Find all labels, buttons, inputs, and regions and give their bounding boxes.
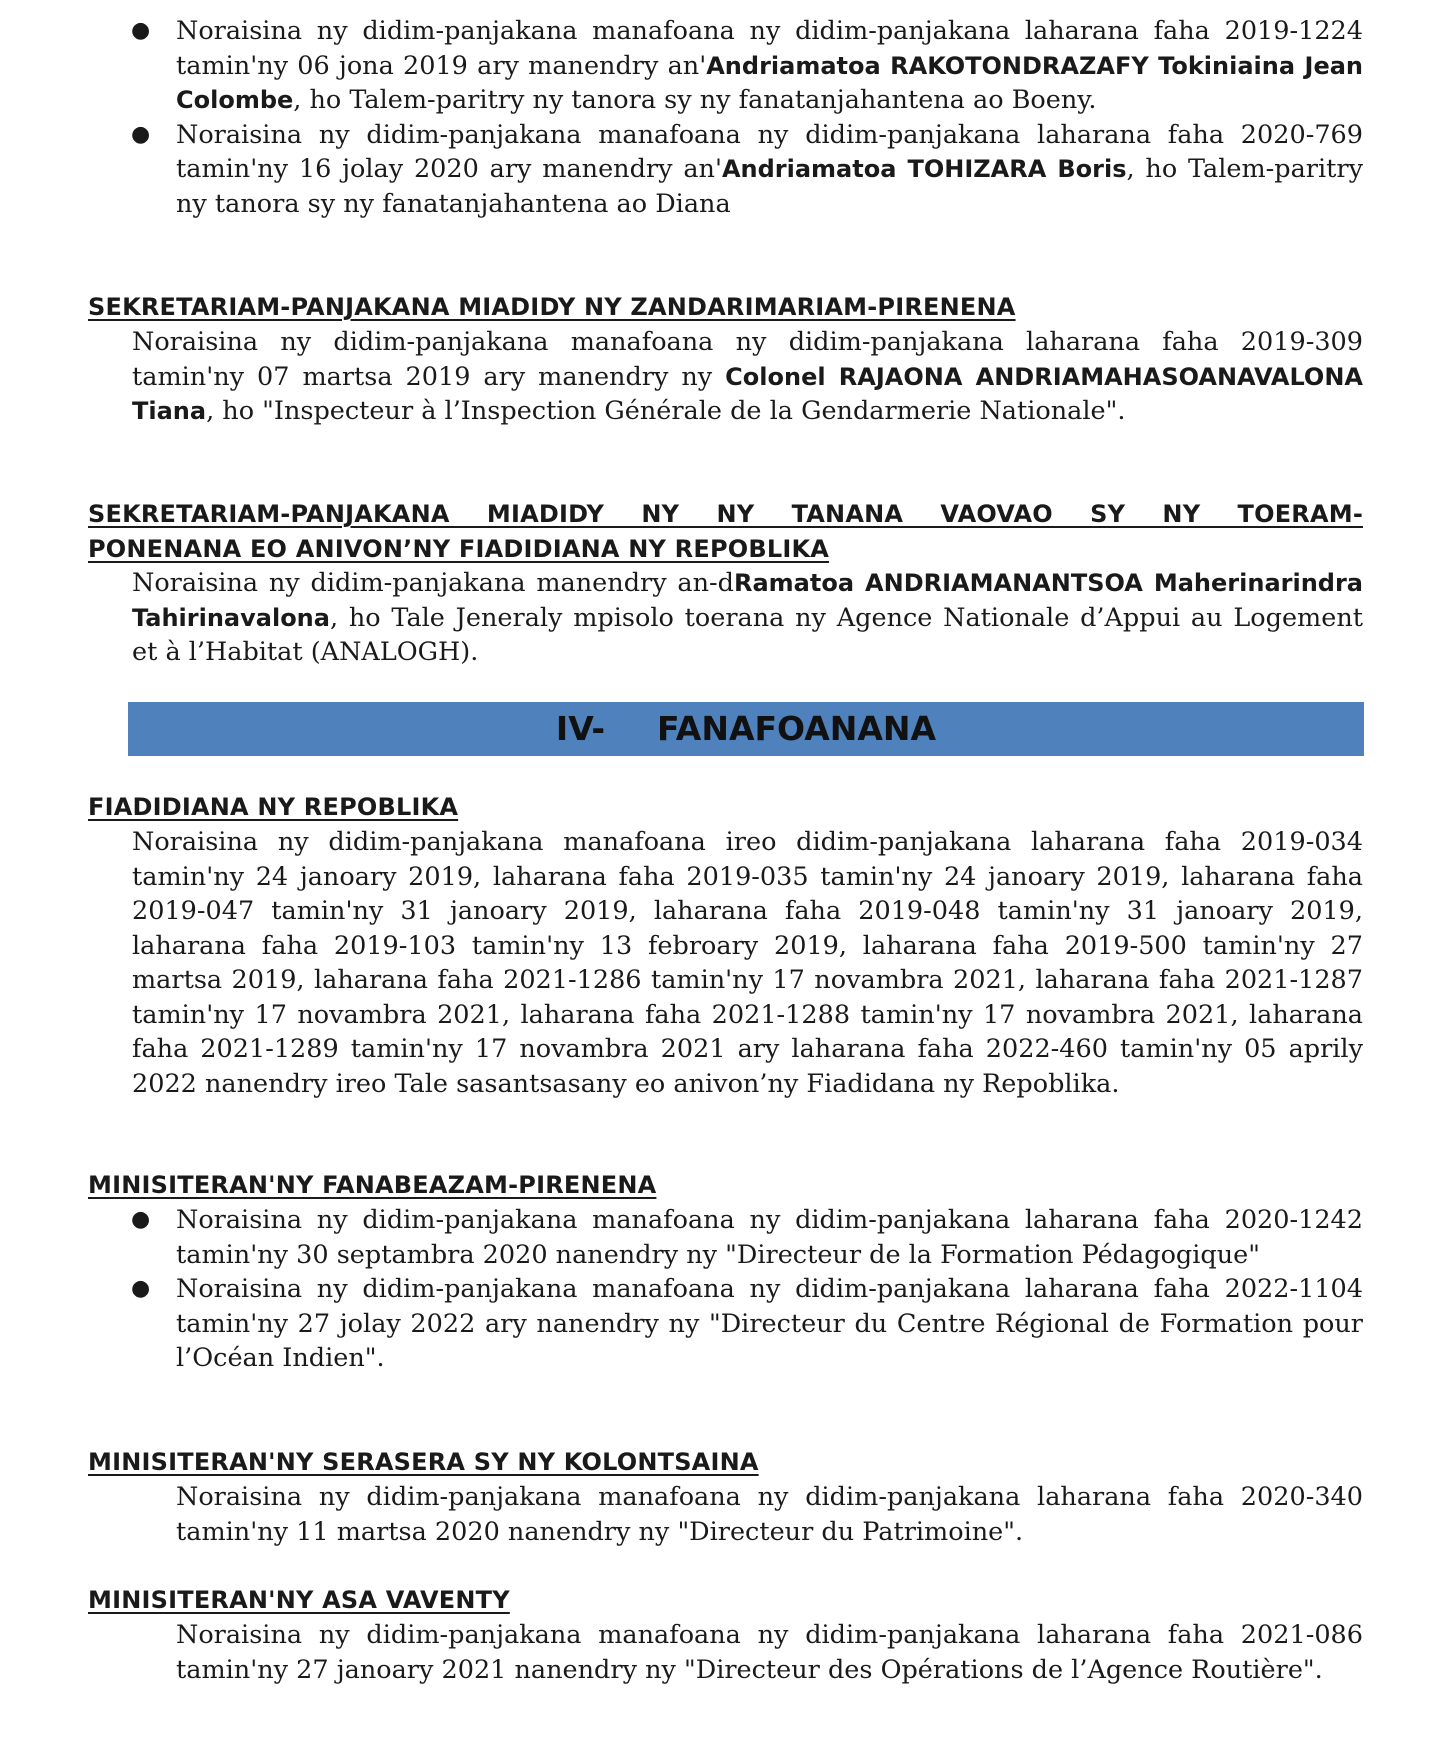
top-bullet-list [131,14,1364,221]
section-heading-gendarmerie: SEKRETARIAM-PANJAKANA MIADIDY NY ZANDARIMARIAM-PIRENENA [88,293,1016,321]
paragraph-fiadidiana: Noraisina ny didim-panjakana manafoana ireo didim-panjakana laharana faha 2019-034 tamin'ny 24 janoary 2019, laharana faha 2019-035 tamin'ny 24 janoary 2019, laharana faha 2019-047 tamin'ny 31 janoary 2019, laharana faha 2019-048 tamin'ny 31 janoary 2019, laharana faha 2019-103 tamin'ny 13 febroary 2019, laharana faha 2019-500 tamin'ny 27 martsa 2019, laharana faha 2021-1286 tamin'ny 17 novambra 2021, laharana faha 2021-1287 tamin'ny 17 novambra 2021, laharana faha 2021-1288 tamin'ny 17 novambra 2021, laharana faha 2021-1289 tamin'ny 17 novambra 2021 ary laharana faha 2022-460 tamin'ny 05 aprily 2022 nanendry ireo Tale sasantsasany eo anivon’ny Fiadidana ny Repoblika. [132,827,1363,1099]
section-heading-fanabeazana: MINISITERAN'NY FANABEAZAM-PIRENENA [88,1171,657,1199]
bullet-icon: ● [131,1207,151,1232]
section-heading-fiadidiana: FIADIDIANA NY REPOBLIKA [88,793,459,821]
bullet-icon: ● [131,1276,151,1301]
bullet-icon: ● [131,18,151,43]
list-item: ● Noraisina ny didim-panjakana manafoana ny didim-panjakana laharana faha 2020-769 tamin'ny 16 jolay 2020 ary manendry an'Andriamatoa TOHIZARA Boris, ho Talem-paritry ny tanora sy ny fanatanjahantena ao Diana [131,119,1363,219]
section-heading-tanana: SEKRETARIAM-PANJAKANA MIADIDY NY NY TANANA VAOVAO SY NY TOERAM- PONENANA EO ANIVON’NY FIADIDIANA NY REPOBLIKA [88,500,1363,563]
paragraph-tanana: Noraisina ny didim-panjakana manendry an-dRamatoa ANDRIAMANANTSOA Maherinarindra Tahirinavalona, ho Tale Jeneraly mpisolo toerana ny Agence Nationale d’Appui au Logement et à l’Habitat (ANALOGH). [132,568,1364,667]
section-heading-asa-vaventy: MINISITERAN'NY ASA VAVENTY [88,1586,510,1614]
banner-number: IV- [555,708,606,748]
paragraph-gendarmerie: Noraisina ny didim-panjakana manafoana ny didim-panjakana laharana faha 2019-309 tamin'ny 07 martsa 2019 ary manendry ny Colonel RAJAONA ANDRIAMAHASOANAVALONA Tiana, ho "Inspecteur à l’Inspection Générale de la Gendarmerie Nationale". [132,327,1363,426]
list-item: ● Noraisina ny didim-panjakana manafoana ny didim-panjakana laharana faha 2019-1224 tamin'ny 06 jona 2019 ary manendry an'Andriamatoa RAKOTONDRAZAFY Tokiniaina Jean Colombe, ho Talem-paritry ny tanora sy ny fanatanjahantena ao Boeny. [131,16,1364,115]
section-heading-serasera: MINISITERAN'NY SERASERA SY NY KOLONTSAINA [88,1448,759,1476]
paragraph-serasera: Noraisina ny didim-panjakana manafoana ny didim-panjakana laharana faha 2020-340 tamin'ny 11 martsa 2020 nanendry ny "Directeur du Patrimoine". [176,1482,1363,1547]
paragraph-asa-vaventy: Noraisina ny didim-panjakana manafoana ny didim-panjakana laharana faha 2021-086 tamin'ny 27 janoary 2021 nanendry ny "Directeur des Opérations de l’Agence Routière". [176,1620,1363,1685]
section-banner [128,702,1364,756]
list-item: ● Noraisina ny didim-panjakana manafoana ny didim-panjakana laharana faha 2022-1104 tamin'ny 27 jolay 2022 ary nanendry ny "Directeur du Centre Régional de Formation pour l’Océan Indien". [131,1274,1363,1373]
banner-title: FANAFOANANA [657,708,937,748]
list-item: ● Noraisina ny didim-panjakana manafoana ny didim-panjakana laharana faha 2020-1242 tamin'ny 30 septambra 2020 nanendry ny "Directeur de la Formation Pédagogique" [131,1205,1363,1270]
fanabeazana-bullet-list [131,1203,1363,1376]
bullet-icon: ● [131,121,151,147]
